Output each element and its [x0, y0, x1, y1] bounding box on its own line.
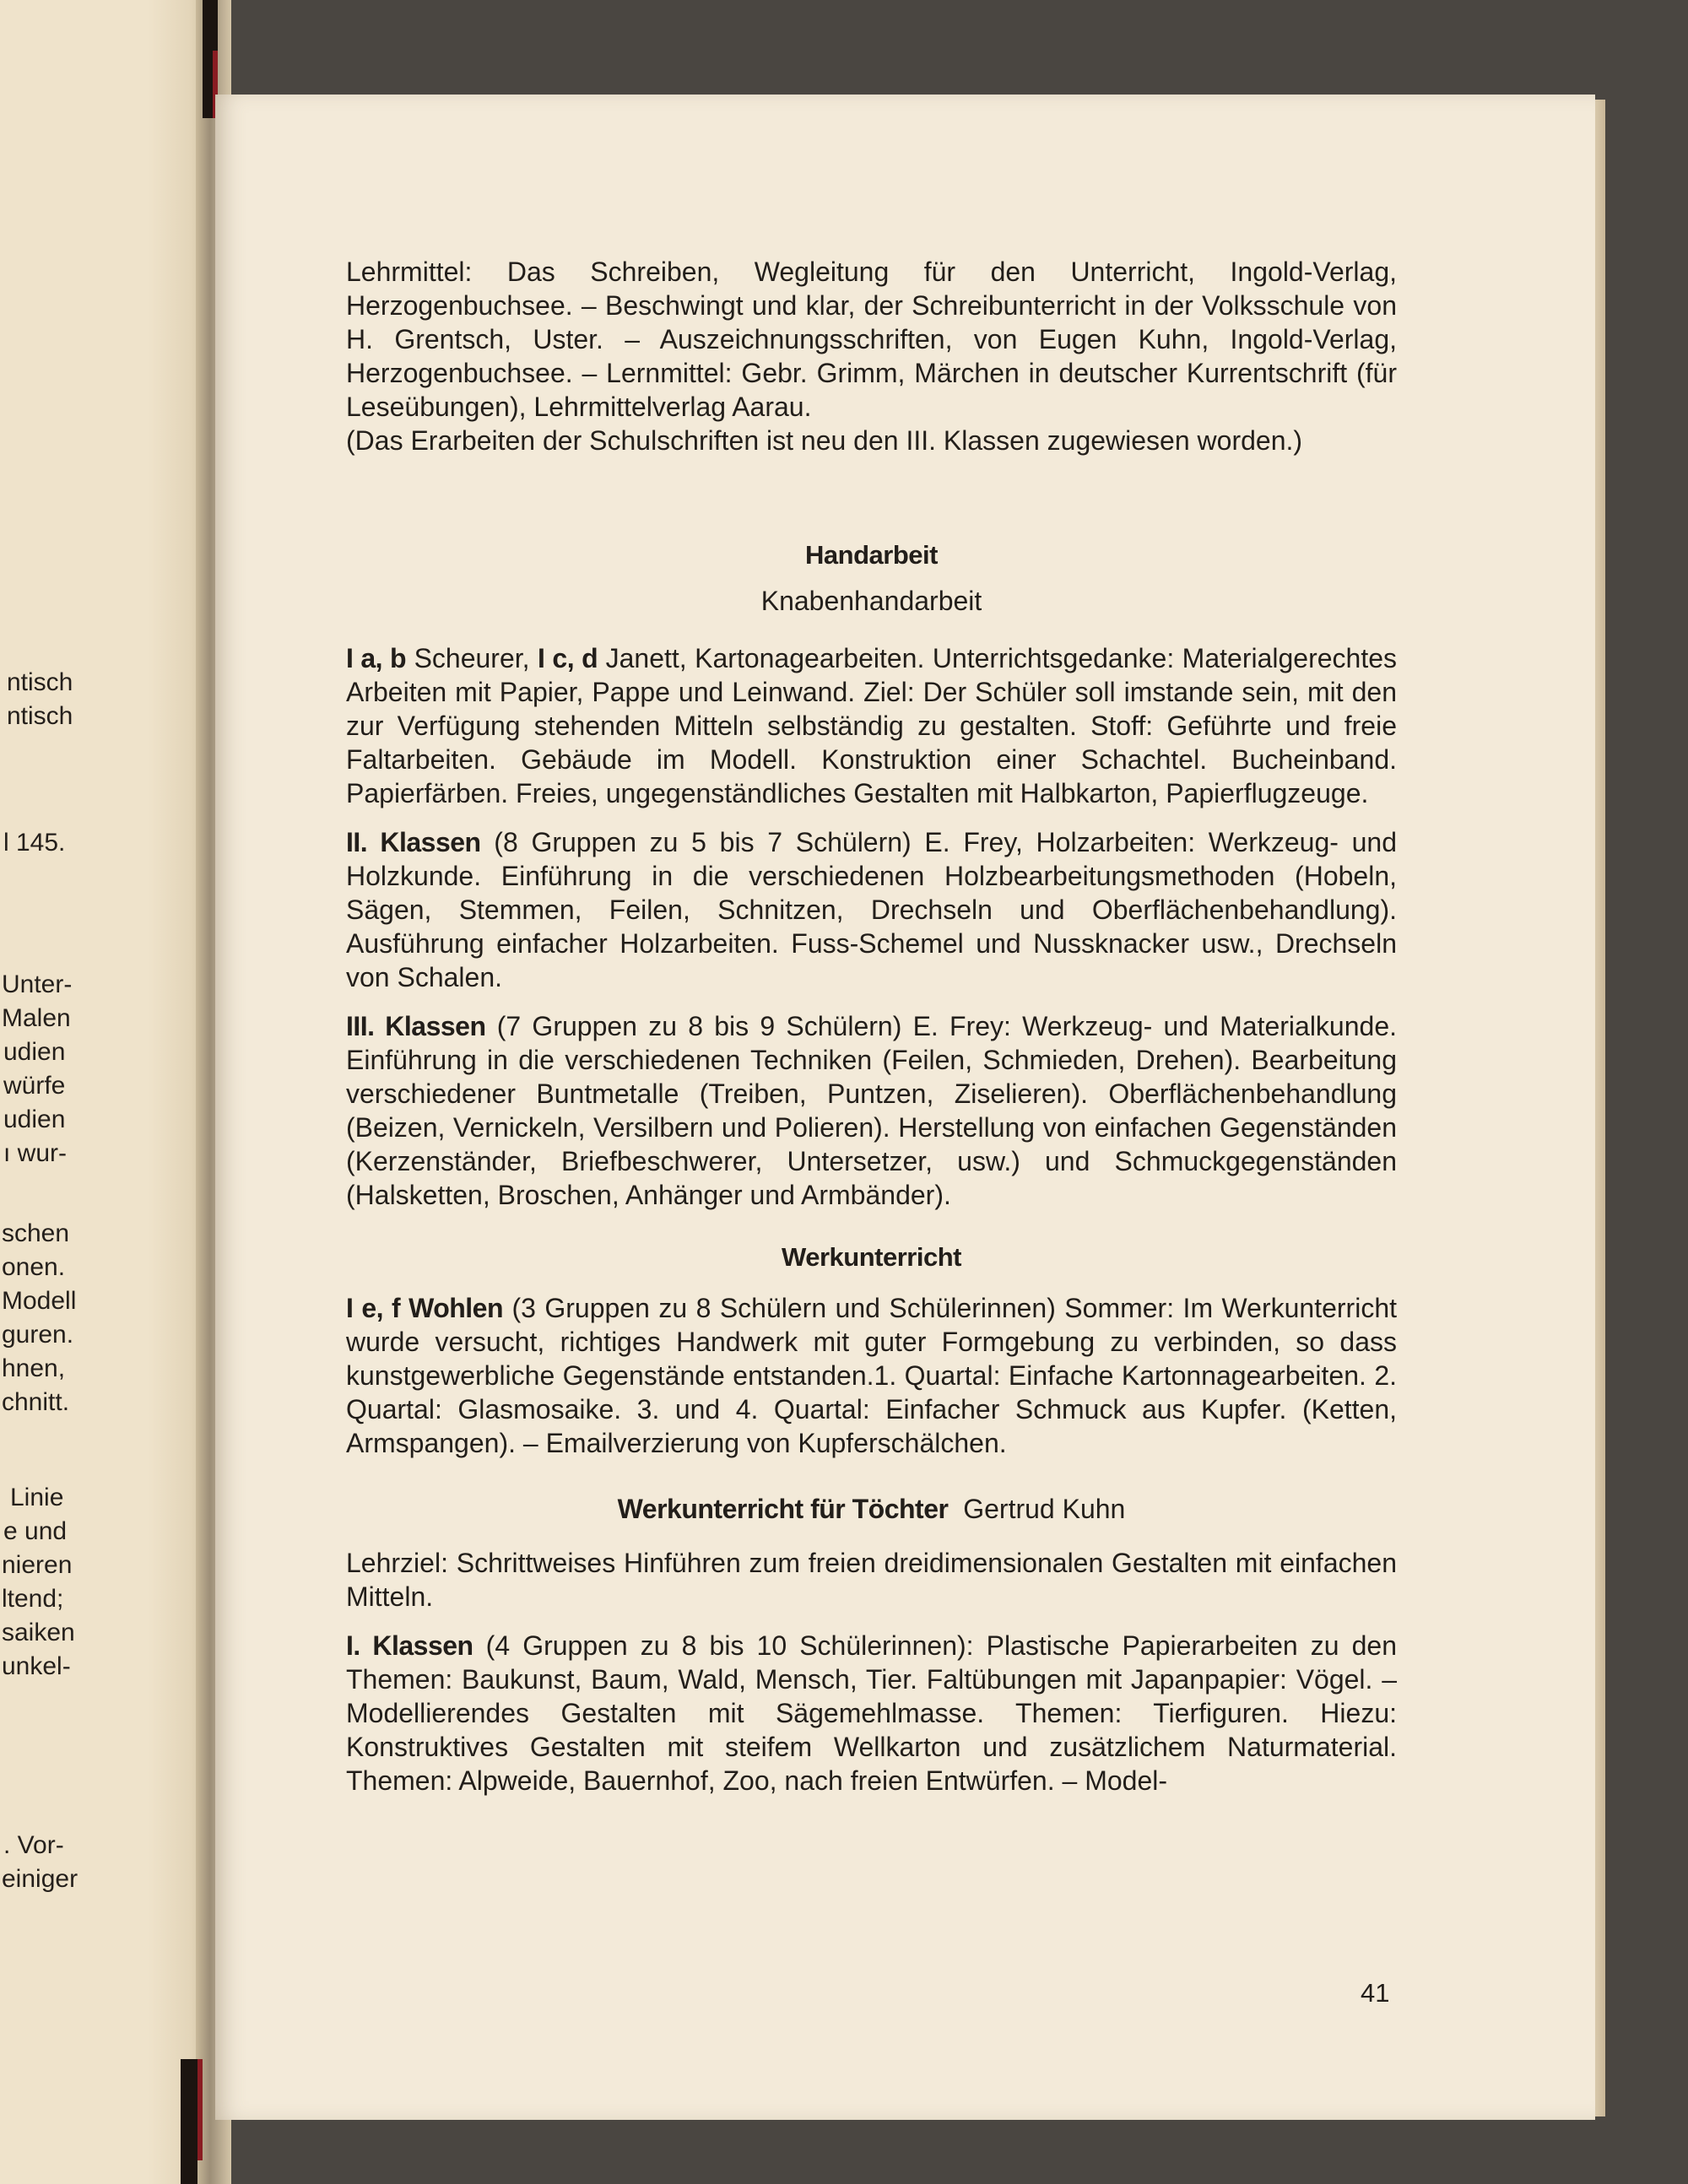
left-line: onen. — [2, 1253, 66, 1281]
subheading-knabenhandarbeit: Knabenhandarbeit — [760, 586, 982, 616]
intro-note: (Das Erarbeiten der Schulschriften ist neu den III. Klassen zugewiesen worden.) — [346, 425, 1303, 456]
page-content — [346, 255, 1397, 1797]
left-line: udien — [3, 1038, 66, 1066]
paragraph-kartonage — [346, 641, 1397, 810]
paragraph-papierarbeiten — [346, 1629, 1397, 1797]
bookmark-ribbon-bottom — [181, 2059, 197, 2184]
teacher-name: Gertrud Kuhn — [963, 1494, 1126, 1524]
paragraph-text: Janett, Kartonagearbeiten. Unterrichtsgedanke: Materialgerechtes Arbeiten mit Papier, Pappe und Leinwand. Ziel: Der Schüler soll imstande sein, mit den zur Verfügung stehenden Mitteln selbständig zu gestalten. Stoff: Geführte und freie Faltarbeiten. Gebäude im Modell. Konstruktion einer Schachtel. Bucheinband. Papierfärben. Freies, ungegenständliches Gestalten mit Halbkarton, Papierflugzeuge. — [346, 643, 1398, 808]
left-line: Modell — [2, 1287, 77, 1315]
left-line: e und — [3, 1517, 68, 1545]
left-line: ltend; — [2, 1585, 64, 1613]
left-line: saiken — [2, 1619, 75, 1646]
class-label: II. Klassen — [346, 827, 481, 857]
left-line: ntisch — [7, 668, 73, 696]
left-line: Malen — [2, 1004, 71, 1032]
paragraph-metallarbeiten — [346, 1009, 1397, 1212]
paragraph-text: (8 Gruppen zu 5 bis 7 Schülern) E. Frey, Holzarbeiten: Werkzeug- und Holzkunde. Einführung in die verschiedenen Holzbearbeitungsmethoden (Hobeln, Sägen, Stemmen, Feilen, Schnitzen, Drechseln und Oberflächenbehandlung). Ausführung einfacher Holzarbeiten. Fuss-Schemel und Nussknacker usw., Drechseln von Schalen. — [346, 827, 1398, 992]
teacher-text: Scheurer, — [406, 643, 538, 673]
page-number: 41 — [1361, 1978, 1390, 2008]
left-line: würfe — [3, 1072, 66, 1100]
left-line: l 145. — [3, 829, 66, 857]
right-page — [215, 95, 1595, 2120]
class-label: III. Klassen — [346, 1011, 486, 1041]
left-facing-page — [0, 0, 211, 2184]
class-label: I e, f Wohlen — [346, 1293, 504, 1323]
paragraph-text: (3 Gruppen zu 8 Schülern und Schülerinnen) Sommer: Im Werkunterricht wurde versucht, richtiges Handwerk mit guter Formgebung zu verbinden, so dass kunstgewerbliche Gegenstände entstanden.1. Quartal: Einfache Kartonnagearbeiten. 2. Quartal: Glasmosaike. 3. und 4. Quartal: Einfacher Schmuck aus Kupfer. (Ketten, Armspangen). – Emailverzierung von Kupferschälchen. — [346, 1293, 1398, 1458]
paragraph-werkunterricht — [346, 1291, 1397, 1460]
section-heading-handarbeit: Handarbeit — [805, 540, 938, 570]
heading-text: Werkunterricht für Töchter — [617, 1494, 949, 1524]
left-line: Unter- — [2, 970, 73, 998]
section-heading-toechter — [346, 1492, 1397, 1526]
paragraph-text: (7 Gruppen zu 8 bis 9 Schülern) E. Frey: Werkzeug- und Materialkunde. Einführung in die verschiedenen Techniken (Feilen, Schmieden, Drehen). Bearbeitung verschiedener Buntmetalle (Treiben, Puntzen, Ziselieren). Oberflächenbehandlung (Beizen, Vernickeln, Versilbern und Polieren). Herstellung von einfachen Gegenständen (Kerzenständer, Briefbeschwerer, Untersetzer, usw.) und Schmuckgegenständen (Halsketten, Broschen, Anhänger und Armbänder). — [346, 1011, 1398, 1210]
left-line: hnen, — [2, 1354, 66, 1382]
paragraph-text: (4 Gruppen zu 8 bis 10 Schülerinnen): Plastische Papierarbeiten zu den Themen: Baukunst, Baum, Wald, Mensch, Tier. Faltübungen mit Japanpapier: Vögel. – Modellierendes Gestalten mit Sägemehlmasse. Themen: Tierfiguren. Hiezu: Konstruktives Gestalten mit steifem Wellkarton und zusätzlichem Naturmaterial. Themen: Alpweide, Bauernhof, Zoo, nach freien Entwürfen. – Model- — [346, 1630, 1398, 1796]
left-line: schen — [2, 1219, 70, 1247]
left-line: einiger — [2, 1865, 78, 1893]
left-line: nieren — [2, 1551, 73, 1579]
left-line: ı wur- — [3, 1139, 67, 1167]
left-line: Linie — [10, 1484, 64, 1511]
left-line: . Vor- — [3, 1831, 64, 1859]
class-label: I c, d — [538, 643, 598, 673]
class-label: I. Klassen — [346, 1630, 473, 1661]
paragraph-holzarbeiten — [346, 825, 1397, 994]
left-line: unkel- — [2, 1652, 71, 1680]
paragraph-lehrziel: Lehrziel: Schrittweises Hinführen zum freien dreidimensionalen Gestalten mit einfachen Mitteln. — [346, 1548, 1397, 1612]
left-line: chnitt. — [2, 1388, 70, 1416]
bookmark-ribbon-red-bottom — [197, 2059, 203, 2160]
left-line: guren. — [2, 1321, 74, 1349]
section-heading-werkunterricht: Werkunterricht — [782, 1242, 961, 1272]
left-line: udien — [3, 1106, 66, 1133]
left-line: ntisch — [7, 702, 73, 730]
intro-paragraph: Lehrmittel: Das Schreiben, Wegleitung für den Unterricht, Ingold-Verlag, Herzogenbuchsee. – Beschwingt und klar, der Schreibunterricht in der Volksschule von H. Grentsch, Uster. – Auszeichnungsschriften, von Eugen Kuhn, Ingold-Verlag, Herzogenbuchsee. – Lernmittel: Gebr. Grimm, Märchen in deutscher Kurrentschrift (für Leseübungen), Lehrmittelverlag Aarau. — [346, 257, 1397, 422]
class-label: I a, b — [346, 643, 407, 673]
